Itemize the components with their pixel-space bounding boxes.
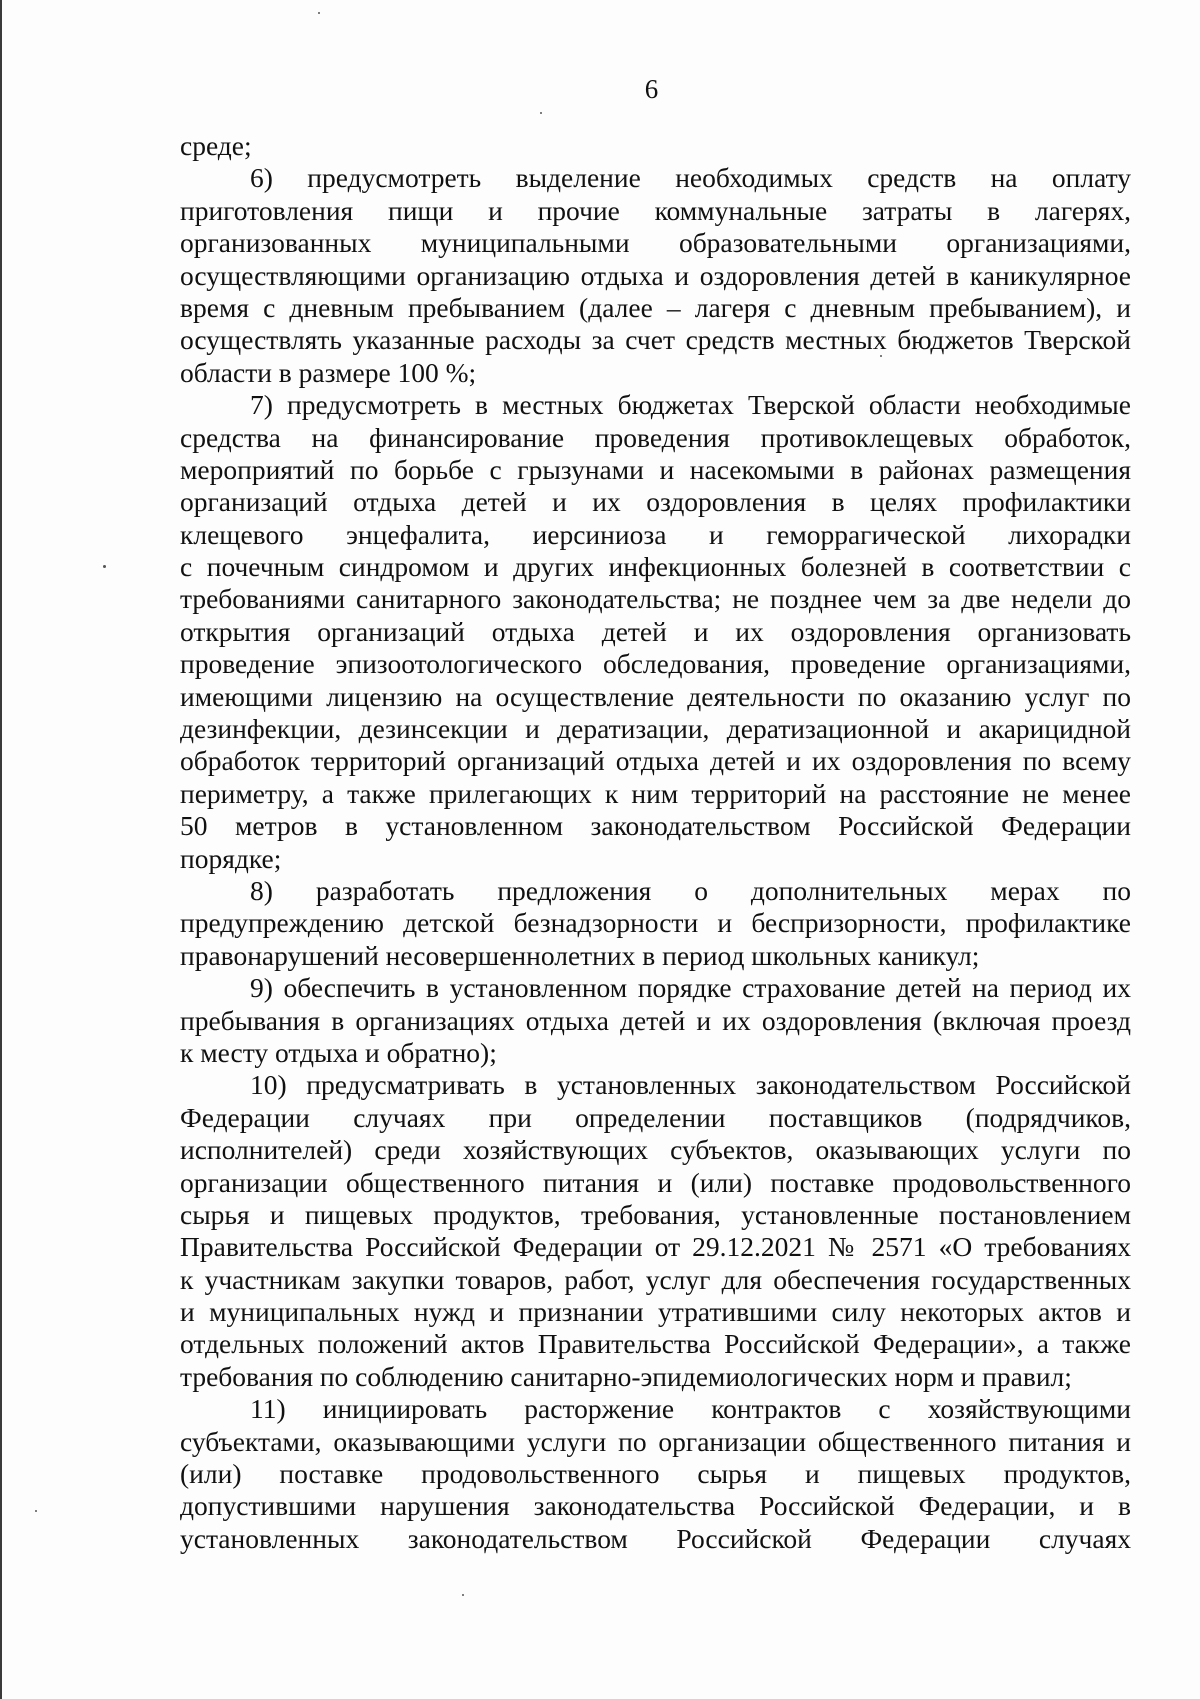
text-line: 10) предусматривать в установленных законодательством Российской — [250, 1069, 1131, 1101]
text-line: имеющими лицензию на осуществление деятельности по оказанию услуг по — [180, 680, 1131, 712]
text-line: 8) разработать предложения о дополнительных мерах по — [250, 874, 1131, 906]
scan-speck — [318, 12, 320, 14]
text-line: требованиями санитарного законодательства; не позднее чем за две недели до — [180, 583, 1131, 615]
text-line: организаций отдыха детей и их оздоровления в целях профилактики — [180, 486, 1131, 518]
text-line: осуществляющими организацию отдыха и оздоровления детей в каникулярное — [180, 259, 1131, 291]
text-line: Федерации случаях при определении поставщиков (подрядчиков, — [180, 1101, 1131, 1133]
text-line: мероприятий по борьбе с грызунами и насекомыми в районах размещения — [180, 453, 1131, 485]
text-line: обработок территорий организаций отдыха детей и их оздоровления по всему — [180, 745, 1131, 777]
text-line: пребывания в организациях отдыха детей и их оздоровления (включая проезд — [180, 1004, 1131, 1036]
text-line: дезинфекции, дезинсекции и дератизации, дератизационной и акарицидной — [180, 713, 1131, 745]
text-line: осуществлять указанные расходы за счет средств местных бюджетов Тверской — [180, 324, 1131, 356]
text-line: организации общественного питания и (или) поставке продовольственного — [180, 1166, 1131, 1198]
text-line: время с дневным пребыванием (далее – лагеря с дневным пребыванием), и — [180, 291, 1131, 323]
document-body — [180, 130, 1131, 1555]
text-line: 11) инициировать расторжение контрактов с хозяйствующими — [250, 1393, 1131, 1425]
text-line: правонарушений несовершеннолетних в период школьных каникул; — [180, 939, 980, 971]
text-line: субъектами, оказывающими услуги по организации общественного питания и — [180, 1425, 1131, 1457]
page-number: 6 — [644, 74, 659, 104]
text-line: установленных законодательством Российской Федерации случаях — [180, 1522, 1131, 1554]
text-line: отдельных положений актов Правительства Российской Федерации», а также — [180, 1328, 1131, 1360]
text-line: 9) обеспечить в установленном порядке страхование детей на период их — [250, 972, 1131, 1004]
text-line: и муниципальных нужд и признании утратившими силу некоторых актов и — [180, 1296, 1131, 1328]
text-line: средства на финансирование проведения противоклещевых обработок, — [180, 421, 1131, 453]
text-line: организованных муниципальными образовательными организациями, — [180, 227, 1131, 259]
text-line: 50 метров в установленном законодательством Российской Федерации — [180, 810, 1131, 842]
text-line: предупреждению детской безнадзорности и беспризорности, профилактике — [180, 907, 1131, 939]
scan-speck — [540, 112, 542, 114]
text-line: 7) предусмотреть в местных бюджетах Тверской области необходимые — [250, 389, 1131, 421]
scan-speck — [880, 355, 882, 357]
text-line: 6) предусмотреть выделение необходимых средств на оплату — [250, 162, 1131, 194]
text-line: проведение эпизоотологического обследования, проведение организациями, — [180, 648, 1131, 680]
text-line: (или) поставке продовольственного сырья и пищевых продуктов, — [180, 1458, 1131, 1490]
text-line: с почечным синдромом и других инфекционных болезней в соответствии с — [180, 551, 1131, 583]
text-line: сырья и пищевых продуктов, требования, установленные постановлением — [180, 1198, 1131, 1230]
text-line: открытия организаций отдыха детей и их оздоровления организовать — [180, 615, 1131, 647]
text-line: среде; — [180, 130, 252, 161]
text-line: к месту отдыха и обратно); — [180, 1036, 497, 1068]
scan-speck — [35, 1510, 37, 1512]
text-line: Правительства Российской Федерации от 29.12.2021 № 2571 «О требованиях — [180, 1231, 1131, 1263]
scan-speck — [462, 1594, 464, 1596]
text-line: периметру, а также прилегающих к ним территорий на расстояние не менее — [180, 777, 1131, 809]
text-line: исполнителей) среди хозяйствующих субъектов, оказывающих услуги по — [180, 1134, 1131, 1166]
text-line: приготовления пищи и прочие коммунальные затраты в лагерях, — [180, 194, 1131, 226]
text-line: допустившими нарушения законодательства Российской Федерации, и в — [180, 1490, 1131, 1522]
text-line: к участникам закупки товаров, работ, услуг для обеспечения государственных — [180, 1263, 1131, 1295]
text-line: требования по соблюдению санитарно-эпидемиологических норм и правил; — [180, 1360, 1072, 1392]
text-line: клещевого энцефалита, иерсиниоза и геморрагической лихорадки — [180, 518, 1131, 550]
scan-edge-line — [0, 0, 2, 1699]
text-line: области в размере 100 %; — [180, 356, 477, 388]
scan-speck — [103, 565, 106, 568]
text-line: порядке; — [180, 842, 282, 874]
